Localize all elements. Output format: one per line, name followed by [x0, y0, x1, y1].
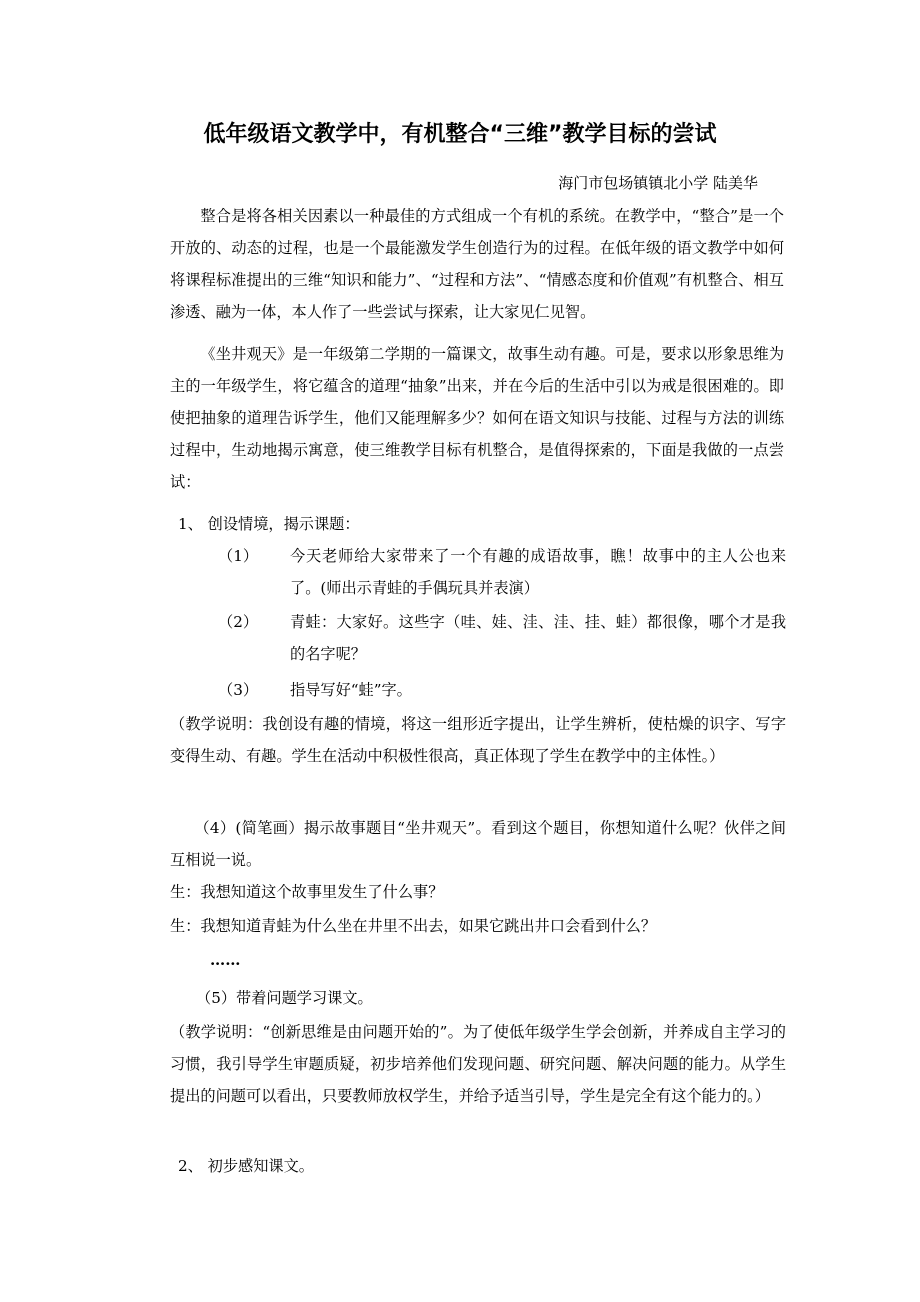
item-1-number: （1） [218, 547, 259, 565]
student-answer-2: 生：我想知道青蛙为什么坐在井里不出去，如果它跳出井口会看到什么？ [170, 917, 656, 935]
second-paragraph: 《坐井观天》是一年级第二学期的一篇课文，故事生动有趣。可是，要求以形象思维为主的一年级学生，将它蕴含的道理“抽象”出来，并在今后的生活中引以为戒是很困难的。即使把抽象的道理告诉学生，他们又能理解多少？如何在语文知识与技能、过程与方法的训练过程中，生动地揭示寓意，使三维教学目标有机整合，是值得探索的，下面是我做的一点尝试： [170, 345, 784, 491]
item-4-paragraph: （4）(简笔画）揭示故事题目“坐井观天”。看到这个题目，你想知道什么呢？伙伴之间互相说一说。 [170, 819, 786, 869]
teaching-note-1: （教学说明：我创设有趣的情境，将这一组形近字提出，让学生辨析，使枯燥的识字、写字变得生动、有趣。学生在活动中积极性很高，真正体现了学生在教学中的主体性。） [170, 715, 786, 765]
item-3-text: 指导写好“蛙”字。 [290, 681, 412, 699]
intro-paragraph: 整合是将各相关因素以一种最佳的方式组成一个有机的系统。在教学中，“整合”是一个开放的、动态的过程，也是一个最能激发学生创造行为的过程。在低年级的语文教学中如何将课程标准提出的三维“知识和能力”、“过程和方法”、“情感态度和价值观”有机整合、相互渗透、融为一体，本人作了一些尝试与探索，让大家见仁见智。 [170, 207, 784, 321]
item-3-number: （3） [218, 681, 259, 699]
teaching-note-2: （教学说明：“创新思维是由问题开始的”。为了使低年级学生学会创新，并养成自主学习的习惯，我引导学生审题质疑，初步培养他们发现问题、研究问题、解决问题的能力。从学生提出的问题可以看出，只要教师放权学生，并给予适当引导，学生是完全有这个能力的。） [170, 1023, 786, 1105]
student-answer-1: 生：我想知道这个故事里发生了什么事？ [170, 883, 444, 901]
item-1-text: 今天老师给大家带来了一个有趣的成语故事，瞧！故事中的主人公也来了。(师出示青蛙的手偶玩具并表演） [290, 547, 786, 597]
section1-heading: 1、 创设情境，揭示课题： [178, 515, 360, 533]
item-2-text: 青蛙：大家好。这些字（哇、娃、洼、洼、挂、蛙）都很像，哪个才是我的名字呢？ [290, 613, 786, 663]
document-title: 低年级语文教学中，有机整合“三维”教学目标的尝试 [203, 122, 717, 147]
item-5-line: （5）带着问题学习课文。 [196, 989, 373, 1007]
item-2-number: （2） [218, 613, 259, 631]
section2-heading: 2、 初步感知课文。 [178, 1157, 314, 1175]
ellipsis: …… [210, 951, 241, 969]
author-line: 海门市包场镇镇北小学 陆美华 [558, 174, 758, 192]
